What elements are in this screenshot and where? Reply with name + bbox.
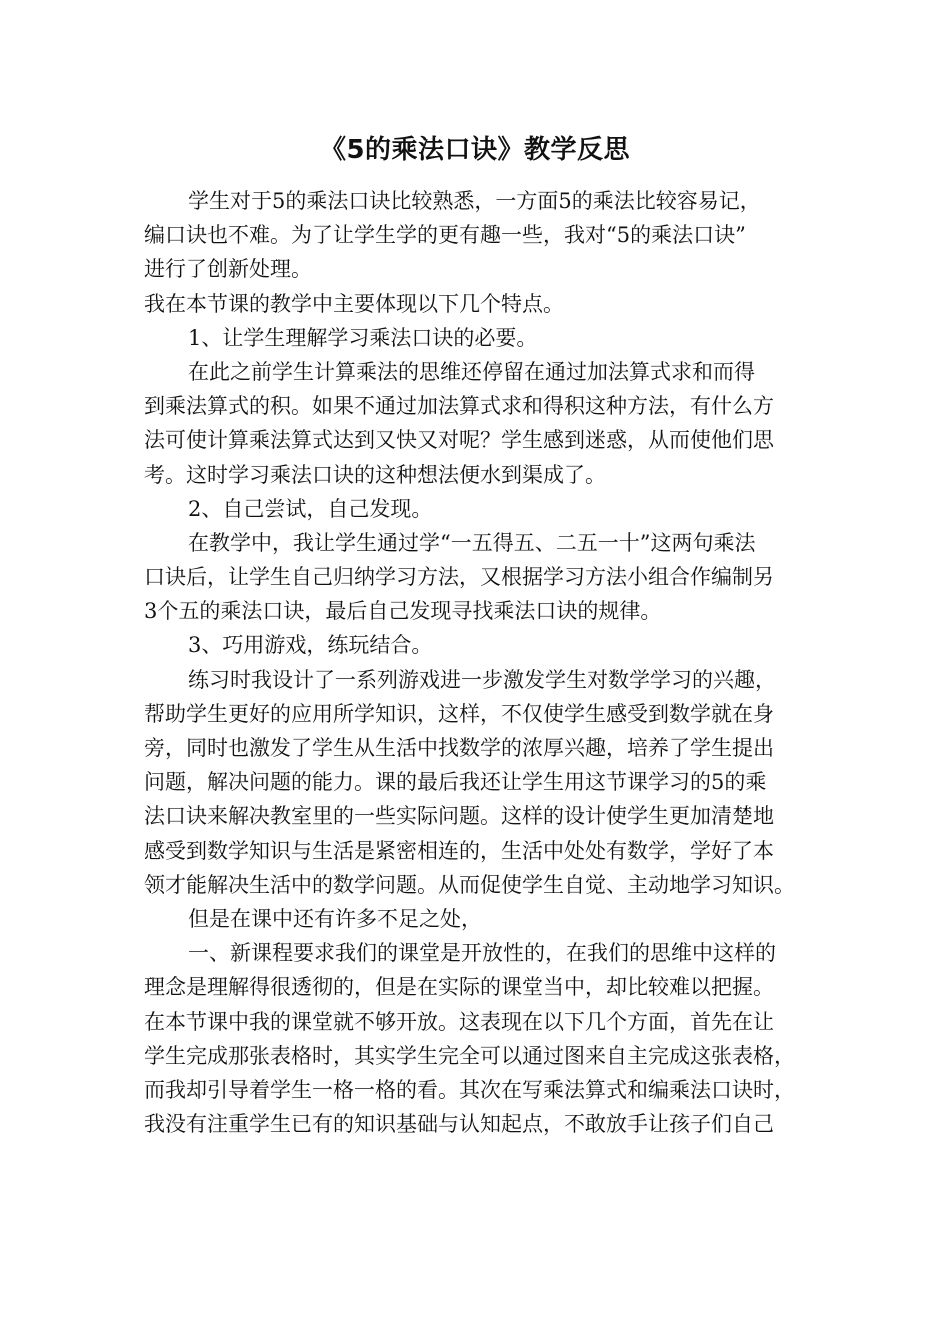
text-line: 而我却引导着学生一格一格的看。其次在写乘法算式和编乘法口诀时，: [144, 1077, 795, 1102]
document-title: 《5的乘法口诀》教学反思: [319, 135, 631, 165]
text-line: 一、新课程要求我们的课堂是开放性的，在我们的思维中这样的: [188, 941, 776, 966]
text-line: 3个五的乘法口诀，最后自己发现寻找乘法口诀的规律。: [144, 599, 662, 624]
text-line: 到乘法算式的积。如果不通过加法算式求和得积这种方法，有什么方: [144, 394, 774, 419]
text-line: 1、让学生理解学习乘法口诀的必要。: [188, 325, 538, 350]
text-line: 3、巧用游戏，练玩结合。: [188, 633, 433, 658]
text-line: 领才能解决生活中的数学问题。从而促使学生自觉、主动地学习知识。: [144, 872, 795, 897]
text-line: 进行了创新处理。: [144, 257, 312, 282]
text-line: 学生对于5的乘法口诀比较熟悉，一方面5的乘法比较容易记，: [188, 189, 761, 213]
text-line: 但是在课中还有许多不足之处，: [188, 906, 482, 931]
text-line: 编口诀也不难。为了让学生学的更有趣一些，我对“5的乘法口诀”: [144, 223, 746, 248]
text-line: 法可使计算乘法算式达到又快又对呢？学生感到迷惑，从而使他们思: [144, 428, 774, 453]
text-line: 练习时我设计了一系列游戏进一步激发学生对数学学习的兴趣，: [188, 667, 776, 692]
text-line: 法口诀来解决教室里的一些实际问题。这样的设计使学生更加清楚地: [144, 804, 774, 829]
text-line: 在此之前学生计算乘法的思维还停留在通过加法算式求和而得: [188, 359, 755, 384]
text-line: 感受到数学知识与生活是紧密相连的，生活中处处有数学，学好了本: [144, 838, 774, 863]
document-body: [144, 184, 812, 1141]
text-line: 我在本节课的教学中主要体现以下几个特点。: [144, 291, 564, 316]
text-line: 问题，解决问题的能力。课的最后我还让学生用这节课学习的5的乘: [144, 770, 767, 795]
text-line: 口诀后，让学生自己归纳学习方法，又根据学习方法小组合作编制另: [144, 565, 774, 590]
text-line: 考。这时学习乘法口诀的这种想法便水到渠成了。: [144, 462, 606, 487]
text-line: 在本节课中我的课堂就不够开放。这表现在以下几个方面，首先在让: [144, 1009, 774, 1034]
text-line: 2、自己尝试，自己发现。: [188, 496, 433, 521]
text-line: 我没有注重学生已有的知识基础与认知起点，不敢放手让孩子们自己: [144, 1112, 774, 1137]
text-line: 在教学中，我让学生通过学“一五得五、二五一十”这两句乘法: [188, 530, 756, 555]
text-line: 帮助学生更好的应用所学知识，这样，不仅使学生感受到数学就在身: [144, 701, 774, 726]
text-line: 理念是理解得很透彻的，但是在实际的课堂当中，却比较难以把握。: [144, 975, 774, 1000]
text-line: 旁，同时也激发了学生从生活中找数学的浓厚兴趣，培养了学生提出: [144, 736, 774, 760]
text-line: 学生完成那张表格时，其实学生完全可以通过图来自主完成这张表格，: [144, 1043, 795, 1068]
